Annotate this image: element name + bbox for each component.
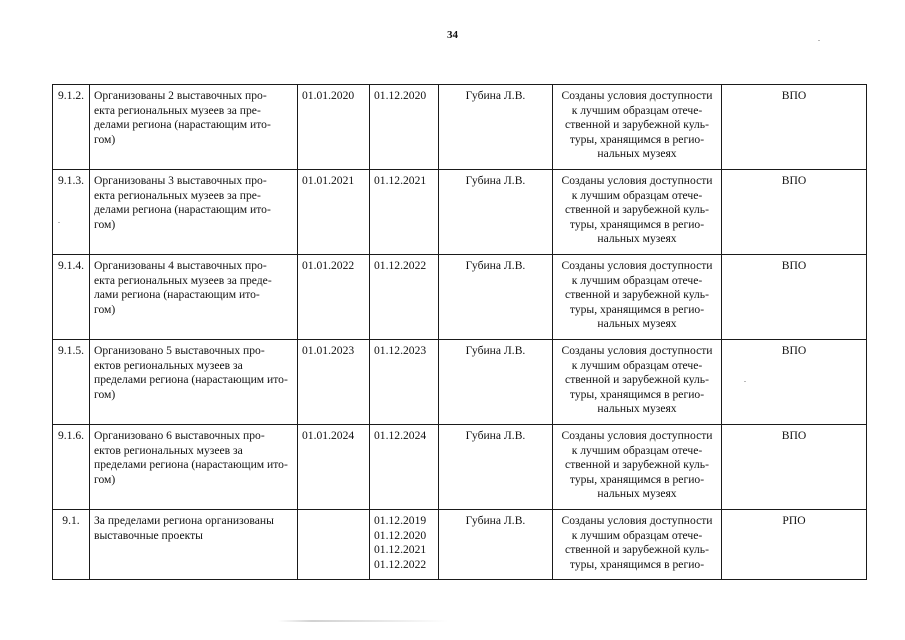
end-date: 01.12.2019 01.12.2020 01.12.2021 01.12.2022 — [370, 510, 439, 580]
document-type: РПО — [722, 510, 867, 580]
item-title: Организованы 3 выставочных про- екта региональных музеев за пре- делами региона (нарастающим ито- гом) — [90, 170, 298, 255]
result-description: Созданы условия доступности к лучшим образцам отече- ственной и зарубежной куль- туры, хранящимся в регио- нальных музеях — [553, 255, 722, 340]
item-number: 9.1.4. — [53, 255, 90, 340]
start-date: 01.01.2024 — [298, 425, 370, 510]
table-row — [53, 170, 867, 255]
start-date — [298, 510, 370, 580]
document-type: ВПО — [722, 85, 867, 170]
end-date: 01.12.2023 — [370, 340, 439, 425]
table-row — [53, 255, 867, 340]
item-title: За пределами региона организованы выставочные проекты — [90, 510, 298, 580]
result-description: Созданы условия доступности к лучшим образцам отече- ственной и зарубежной куль- туры, хранящимся в регио- нальных музеях — [553, 340, 722, 425]
plan-table — [52, 84, 867, 580]
scan-speck — [744, 381, 746, 382]
start-date: 01.01.2020 — [298, 85, 370, 170]
item-title: Организованы 2 выставочных про- екта региональных музеев за пре- делами региона (нарастающим ито- гом) — [90, 85, 298, 170]
end-date: 01.12.2024 — [370, 425, 439, 510]
item-title: Организованы 4 выставочных про- екта региональных музеев за преде- лами региона (нарастающим ито- гом) — [90, 255, 298, 340]
document-type: ВПО — [722, 340, 867, 425]
item-number: 9.1.5. — [53, 340, 90, 425]
table-row — [53, 85, 867, 170]
responsible-person: Губина Л.В. — [439, 425, 553, 510]
item-number: 9.1.2. — [53, 85, 90, 170]
item-number: 9.1.3. — [53, 170, 90, 255]
responsible-person: Губина Л.В. — [439, 170, 553, 255]
end-date: 01.12.2021 — [370, 170, 439, 255]
end-date: 01.12.2020 — [370, 85, 439, 170]
item-number: 9.1.6. — [53, 425, 90, 510]
scan-speck — [58, 222, 60, 223]
responsible-person: Губина Л.В. — [439, 510, 553, 580]
item-title: Организовано 5 выставочных про- ектов региональных музеев за пределами региона (нарастающим ито- гом) — [90, 340, 298, 425]
start-date: 01.01.2021 — [298, 170, 370, 255]
document-type: ВПО — [722, 255, 867, 340]
start-date: 01.01.2023 — [298, 340, 370, 425]
responsible-person: Губина Л.В. — [439, 255, 553, 340]
result-description: Созданы условия доступности к лучшим образцам отече- ственной и зарубежной куль- туры, хранящимся в регио- нальных музеях — [553, 85, 722, 170]
item-number: 9.1. — [53, 510, 90, 580]
responsible-person: Губина Л.В. — [439, 85, 553, 170]
result-description: Созданы условия доступности к лучшим образцам отече- ственной и зарубежной куль- туры, хранящимся в регио- нальных музеях — [553, 425, 722, 510]
table-row — [53, 340, 867, 425]
document-type: ВПО — [722, 425, 867, 510]
item-title: Организовано 6 выставочных про- ектов региональных музеев за пределами региона (нарастающим ито- гом) — [90, 425, 298, 510]
result-description: Созданы условия доступности к лучшим образцам отече- ственной и зарубежной куль- туры, хранящимся в регио- нальных музеях — [553, 170, 722, 255]
scan-smudge — [278, 620, 448, 622]
table-row — [53, 425, 867, 510]
result-description: Созданы условия доступности к лучшим образцам отече- ственной и зарубежной куль- туры, хранящимся в регио- — [553, 510, 722, 580]
scan-speck — [818, 40, 820, 41]
document-type: ВПО — [722, 170, 867, 255]
responsible-person: Губина Л.В. — [439, 340, 553, 425]
start-date: 01.01.2022 — [298, 255, 370, 340]
table-row — [53, 510, 867, 580]
page-number: 34 — [447, 29, 458, 41]
end-date: 01.12.2022 — [370, 255, 439, 340]
